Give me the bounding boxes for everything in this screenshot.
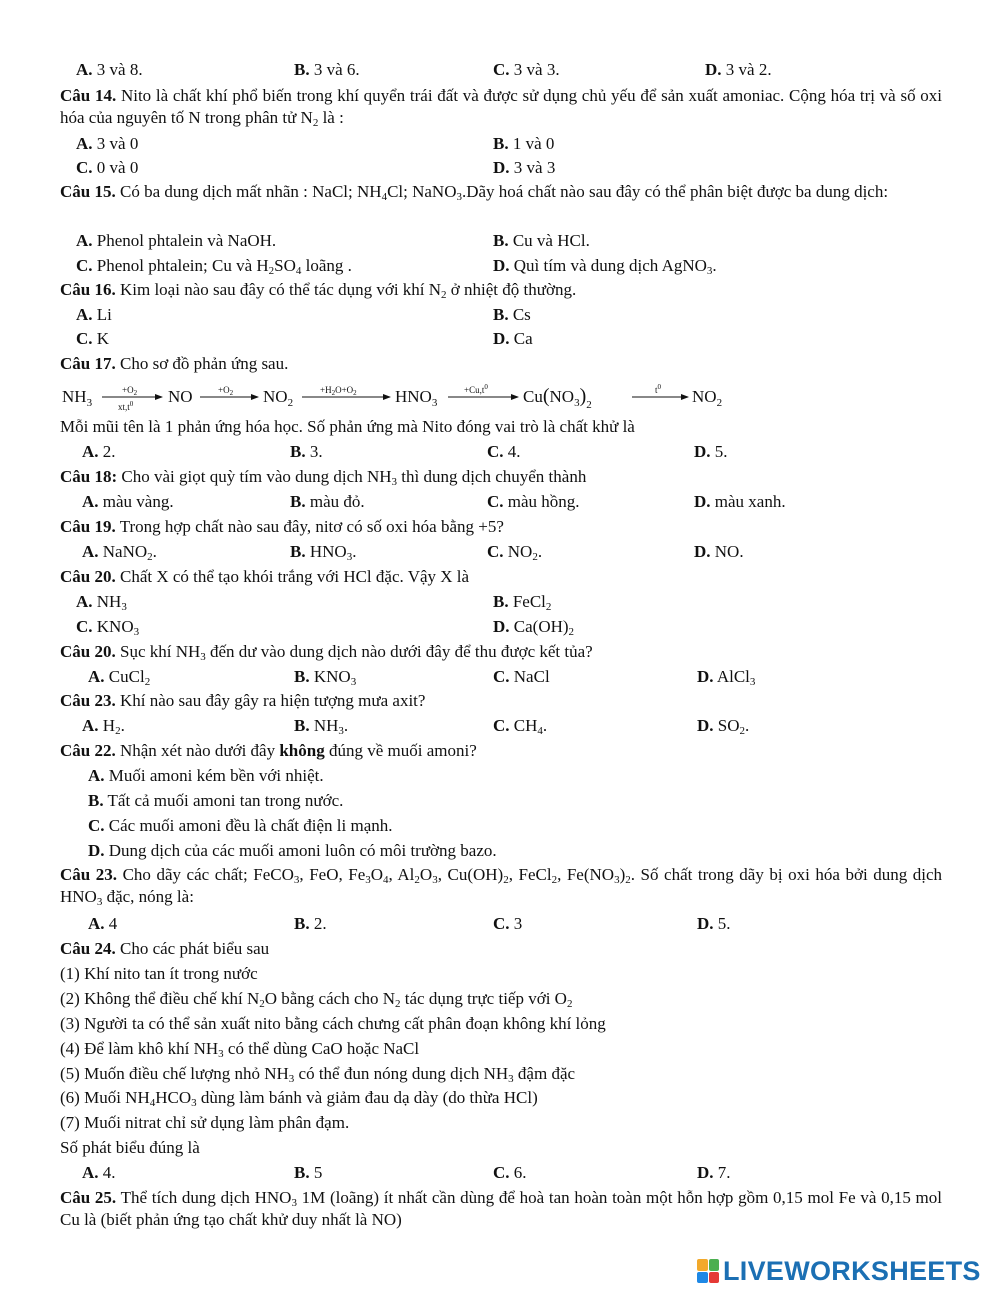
q15-option-d: D. Quì tím và dung dịch AgNO$_3$.	[493, 256, 717, 277]
arrow-1-below: $xt,t^0$	[118, 400, 134, 412]
q24-option-d: D. 7.	[697, 1163, 731, 1182]
q16-option-a: A. Li	[76, 305, 112, 324]
q15-option-c: C. Phenol phtalein; Cu và $H_2SO_4$ loãng .	[76, 256, 352, 277]
q16-option-b: B. Cs	[493, 305, 531, 324]
q20a-option-d: D. $Ca(OH)_2$	[493, 617, 575, 638]
q24-statement-1: (1) Khí nito tan ít trong nước	[60, 964, 258, 983]
q23a-option-d: D. $SO_2$.	[697, 716, 750, 737]
q24-statement-4: (4) Để làm khô khí $NH_3$ có thể dùng CaO hoặc NaCl	[60, 1039, 420, 1060]
q24-text: Câu 24. Cho các phát biểu sau	[60, 939, 270, 958]
q18-option-d: D. màu xanh.	[694, 492, 786, 511]
logo-square-4	[709, 1272, 720, 1284]
q16-option-c: C. K	[76, 329, 110, 348]
q24-statement-5: (5) Muốn điều chế lượng nhỏ $NH_3$ có thể đun nóng dung dịch $NH_3$ đậm đặc	[60, 1064, 576, 1085]
q23b-option-c: C. 3	[493, 914, 523, 933]
q20b-option-a: A. CuCl$_2$	[88, 667, 151, 688]
q13-option-a: A. 3 và 8.	[76, 60, 143, 79]
q22-text: Câu 22. Nhận xét nào dưới đây không đúng về muối amoni?	[60, 741, 477, 760]
q23b-option-a: A. 4	[88, 914, 118, 933]
q14-option-d: D. 3 và 3	[493, 158, 556, 177]
scheme-no2-final: $NO_2$	[692, 387, 722, 409]
q15-option-a: A. Phenol phtalein và NaOH.	[76, 231, 277, 250]
q23b-option-b: B. 2.	[294, 914, 327, 933]
q19-option-a: A. NaNO$_2$.	[82, 542, 157, 563]
q17-note: Mỗi mũi tên là 1 phản ứng hóa học. Số phản ứng mà Nito đóng vai trò là chất khử là	[60, 417, 635, 436]
q24-statement-6: (6) Muối $NH_4HCO_3$ dùng làm bánh và giảm đau dạ dày (do thừa HCl)	[60, 1088, 538, 1109]
arrow-2-cond: $+O_2$	[218, 385, 234, 397]
q24-option-c: C. 6.	[493, 1163, 527, 1182]
scheme-nh3: $NH_3$	[62, 387, 93, 409]
q18-option-b: B. màu đỏ.	[290, 492, 365, 511]
q14-option-c: C. 0 và 0	[76, 158, 139, 177]
q20a-option-b: B. FeCl$_2$	[493, 592, 552, 613]
q17-option-d: D. 5.	[694, 442, 728, 461]
q23b-text: Câu 23. Cho dãy các chất; FeCO$_3$, FeO, $Fe_3O_4$, $Al_2O_3$, $Cu(OH)_2$, FeCl$_2$, $Fe(NO_3)_2$. Số chất trong dãy bị oxi hóa bởi dung dịch $HNO_3$ đặc, nóng là:	[60, 865, 943, 908]
arrow-5-cond: $t^0$	[655, 384, 662, 395]
q13-option-c: C. 3 và 3.	[493, 60, 560, 79]
q17-text: Câu 17. Cho sơ đồ phản ứng sau.	[60, 354, 289, 373]
q23a-text: Câu 23. Khí nào sau đây gây ra hiện tượng mưa axit?	[60, 691, 426, 710]
q13-option-d: D. 3 và 2.	[705, 60, 772, 79]
q19-option-b: B. $HNO_3$.	[290, 542, 357, 563]
q16-option-d: D. Ca	[493, 329, 533, 348]
q23a-option-a: A. $H_2$.	[82, 716, 125, 737]
q15-option-b: B. Cu và HCl.	[493, 231, 590, 250]
q22-option-a: A. Muối amoni kém bền với nhiệt.	[88, 766, 324, 785]
q20b-option-b: B. $KNO_3$	[294, 667, 357, 688]
q20a-option-c: C. $KNO_3$	[76, 617, 140, 638]
q14-option-b: B. 1 và 0	[493, 134, 555, 153]
logo-square-2	[709, 1259, 720, 1271]
q22-option-b: B. Tất cả muối amoni tan trong nước.	[88, 791, 344, 810]
reaction-scheme	[62, 384, 722, 414]
logo-mark-icon	[697, 1259, 719, 1283]
q20b-option-d: D. AlCl$_3$	[697, 667, 756, 688]
q20a-option-a: A. $NH_3$	[76, 592, 127, 613]
q25-text: Câu 25. Thể tích dung dịch $HNO_3$ 1M (loãng) ít nhất cần dùng để hoà tan hoàn toàn một hỗn hợp gồm 0,15 mol Fe và 0,15 mol Cu là (biết phản ứng tạo chất khử duy nhất là NO)	[60, 1188, 942, 1229]
q20b-text: Câu 20. Sục khí $NH_3$ đến dư vào dung dịch nào dưới đây để thu được kết tủa?	[60, 642, 593, 663]
q18-option-c: C. màu hồng.	[487, 492, 580, 511]
q19-option-c: C. $NO_2$.	[487, 542, 543, 563]
arrow-3-cond: $+H_2O+O_2$	[320, 385, 357, 397]
q17-option-c: C. 4.	[487, 442, 521, 461]
q15-text: Câu 15. Có ba dung dịch mất nhãn : NaCl; $NH_4Cl$; NaNO$_3$.Dãy hoá chất nào sau đây có thể phân biệt được ba dung dịch:	[60, 182, 889, 203]
q24-option-a: A. 4.	[82, 1163, 116, 1182]
q18-text: Câu 18: Cho vài giọt quỳ tím vào dung dịch $NH_3$ thì dung dịch chuyển thành	[60, 467, 587, 488]
arrow-1-cond: $+O_2$	[122, 385, 138, 397]
scheme-no: NO	[168, 387, 193, 406]
q24-question: Số phát biểu đúng là	[60, 1138, 200, 1157]
scheme-hno3: $HNO_3$	[395, 387, 438, 409]
scheme-no2: $NO_2$	[263, 387, 294, 409]
q24-option-b: B. 5	[294, 1163, 323, 1182]
q17-option-a: A. 2.	[82, 442, 116, 461]
q14-text: Câu 14. Nito là chất khí phổ biến trong khí quyển trái đất và được sử dụng chủ yếu để sản xuất amoniac. Cộng hóa trị và số oxi hóa của nguyên tố N trong phân tử $N_2$ là :	[60, 86, 943, 129]
q16-text: Câu 16. Kim loại nào sau đây có thể tác dụng với khí $N_2$ ở nhiệt độ thường.	[60, 280, 577, 301]
q24-statement-2: (2) Không thể điều chế khí $N_2O$ bằng cách cho $N_2$ tác dụng trực tiếp với $O_2$	[60, 989, 573, 1010]
liveworksheets-logo	[697, 1257, 981, 1285]
logo-square-1	[697, 1259, 708, 1271]
logo-text: LIVEWORKSHEETS	[723, 1255, 981, 1286]
q20a-text: Câu 20. Chất X có thể tạo khói trắng với HCl đặc. Vậy X là	[60, 567, 470, 586]
arrow-4-cond: $+Cu,t^0$	[464, 384, 488, 395]
q24-statement-7: (7) Muối nitrat chỉ sử dụng làm phân đạm.	[60, 1113, 350, 1132]
q22-option-c: C. Các muối amoni đều là chất điện li mạnh.	[88, 816, 393, 835]
q13-option-b: B. 3 và 6.	[294, 60, 360, 79]
q17-option-b: B. 3.	[290, 442, 323, 461]
scheme-cuno32: $Cu(NO_3)_2$	[523, 385, 592, 411]
q23a-option-b: B. $NH_3$.	[294, 716, 349, 737]
q23b-option-d: D. 5.	[697, 914, 731, 933]
q22-option-d: D. Dung dịch của các muối amoni luôn có môi trường bazo.	[88, 841, 497, 860]
q19-option-d: D. NO.	[694, 542, 744, 561]
q18-option-a: A. màu vàng.	[82, 492, 174, 511]
logo-square-3	[697, 1272, 708, 1284]
q23a-option-c: C. $CH_4$.	[493, 716, 548, 737]
q24-statement-3: (3) Người ta có thể sản xuất nito bằng cách chưng cất phân đoạn không khí lỏng	[60, 1014, 606, 1033]
q19-text: Câu 19. Trong hợp chất nào sau đây, nitơ có số oxi hóa bằng +5?	[60, 517, 504, 536]
q20b-option-c: C. NaCl	[493, 667, 550, 686]
q14-option-a: A. 3 và 0	[76, 134, 139, 153]
